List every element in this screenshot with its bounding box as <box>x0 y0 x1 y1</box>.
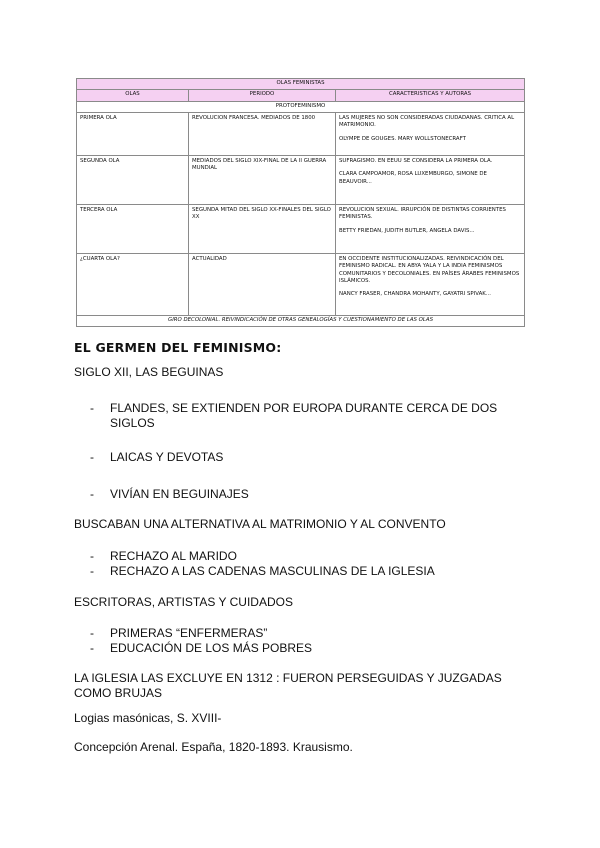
beguinas-title: SIGLO XII, LAS BEGUINAS <box>74 365 224 379</box>
caracteristicas-text: REVOLUCION SEXUAL. IRRUPCIÓN DE DISTINTAS CORRIENTES FEMINISTAS. <box>339 207 506 221</box>
alternativa-title: BUSCABAN UNA ALTERNATIVA AL MATRIMONIO Y AL CONVENTO <box>74 517 446 531</box>
concepcion-paragraph: Concepción Arenal. España, 1820-1893. Krausismo. <box>74 740 353 754</box>
escritoras-title: ESCRITORAS, ARTISTAS Y CUIDADOS <box>74 595 293 609</box>
caracteristicas-cell <box>336 205 525 254</box>
section-heading: EL GERMEN DEL FEMINISMO: <box>74 340 282 355</box>
autoras-text: NANCY FRASER, CHANDRA MOHANTY, GAYATRI SPIVAK... <box>339 291 491 298</box>
logias-paragraph: Logias masónicas, S. XVIII- <box>74 711 222 725</box>
table-footer: GIRO DECOLONIAL. REIVINDICACIÓN DE OTRAS GENEALOGÍAS Y CUESTIONAMIENTO DE LAS OLAS <box>77 316 525 327</box>
column-header-periodo: PERIODO <box>189 90 336 102</box>
table-row <box>77 156 525 205</box>
column-header-olas: OLAS <box>77 90 189 102</box>
olas-feministas-table <box>76 78 525 327</box>
iglesia-paragraph: LA IGLESIA LAS EXCLUYE EN 1312 : FUERON PERSEGUIDAS Y JUZGADAS COMO BRUJAS <box>74 671 502 700</box>
caracteristicas-cell <box>336 113 525 156</box>
periodo-cell: SEGUNDA MITAD DEL SIGLO XX-FINALES DEL SIGLO XX <box>189 205 336 254</box>
column-header-caracteristicas: CARACTERISTICAS Y AUTORAS <box>336 90 525 102</box>
list-item: - VIVÍAN EN BEGUINAJES <box>74 487 249 502</box>
caracteristicas-cell <box>336 156 525 205</box>
beguinas-list <box>74 487 249 502</box>
table-caption: OLAS FEMINISTAS <box>77 79 525 90</box>
table-row <box>77 113 525 156</box>
periodo-cell: REVOLUCION FRANCESA. MEDIADOS DE 1800 <box>189 113 336 156</box>
table-row <box>77 205 525 254</box>
caracteristicas-text: LAS MUJERES NO SON CONSIDERADAS CIUDADANAS. CRITICA AL MATRIMONIO. <box>339 115 515 129</box>
autoras-text: BETTY FRIEDAN, JUDITH BUTLER, ANGELA DAVIS... <box>339 227 475 234</box>
caracteristicas-text: EN OCCIDENTE INSTITUCIONALIZADAS. REIVINDICACIÓN DEL FEMINISMO RADICAL. EN ABYA YALA Y LA INDIA FEMINISMOS COMUNITARIOS Y DECOLONIALES. EN PAÍSES ÁRABES FEMINISMOS ISLÁMICOS. <box>339 256 520 284</box>
ola-cell: PRIMERA OLA <box>77 113 189 156</box>
list-item: - PRIMERAS “ENFERMERAS” <box>74 626 312 641</box>
autoras-text: OLYMPE DE GOUGES. MARY WOLLSTONECRAFT <box>339 135 466 142</box>
autoras-text: CLARA CAMPOAMOR, ROSA LUXEMBURGO, SIMONE DE BEAUVOIR... <box>339 171 487 185</box>
caracteristicas-text: SUFRAGISMO. EN EEUU SE CONSIDERA LA PRIMERA OLA. <box>339 158 493 164</box>
periodo-cell: ACTUALIDAD <box>189 254 336 316</box>
list-item: - RECHAZO A LAS CADENAS MASCULINAS DE LA IGLESIA <box>74 564 435 579</box>
intro-row: PROTOFEMINISMO <box>77 102 525 113</box>
ola-cell: ¿CUARTA OLA? <box>77 254 189 316</box>
alternativa-list <box>74 549 435 579</box>
list-item: - FLANDES, SE EXTIENDEN POR EUROPA DURANTE CERCA DE DOS SIGLOS <box>74 401 514 431</box>
table-row <box>77 254 525 316</box>
beguinas-list <box>74 450 223 465</box>
list-item: - RECHAZO AL MARIDO <box>74 549 435 564</box>
escritoras-list <box>74 626 312 656</box>
list-item: - EDUCACIÓN DE LOS MÁS POBRES <box>74 641 312 656</box>
caracteristicas-cell <box>336 254 525 316</box>
ola-cell: SEGUNDA OLA <box>77 156 189 205</box>
beguinas-list <box>74 401 514 431</box>
periodo-cell: MEDIADOS DEL SIGLO XIX-FINAL DE LA II GUERRA MUNDIAL <box>189 156 336 205</box>
ola-cell: TERCERA OLA <box>77 205 189 254</box>
list-item: - LAICAS Y DEVOTAS <box>74 450 223 465</box>
